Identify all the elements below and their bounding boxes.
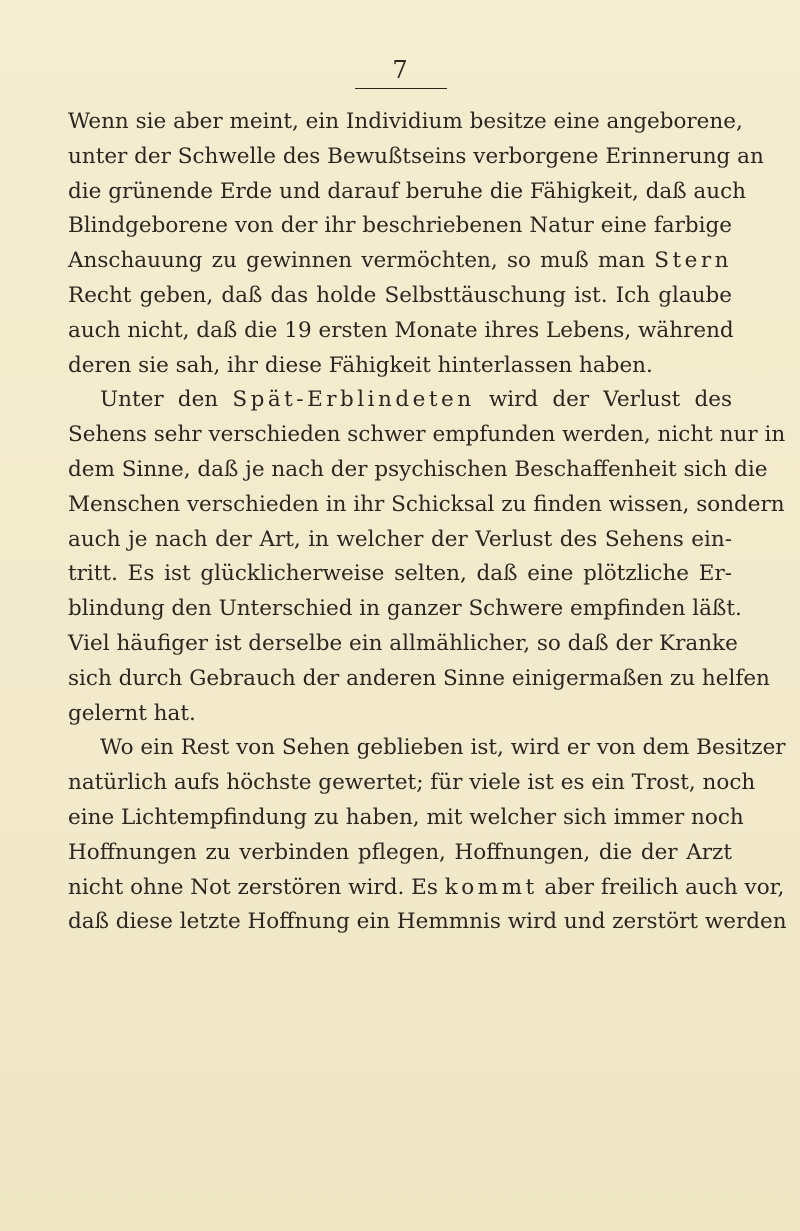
text-line: tritt. Es ist glücklicherweise selten, daß eine plötzliche Er- — [68, 561, 732, 587]
text-line: Wenn sie aber meint, ein Individium besitze eine angeborene, — [68, 109, 743, 134]
text-line: auch nicht, daß die 19 ersten Monate ihres Lebens, während — [68, 317, 734, 343]
text-line: Menschen verschieden in ihr Schicksal zu finden wissen, sondern — [68, 491, 785, 517]
text-run: wird der Verlust des — [474, 387, 732, 413]
text-line: unter der Schwelle des Bewußtseins verborgene Erinnerung an — [68, 143, 764, 169]
text-line: gelernt hat. — [68, 700, 196, 726]
text-line: Viel häufiger ist derselbe ein allmählicher, so daß der Kranke — [68, 630, 738, 656]
text-line — [68, 383, 732, 418]
text-line: Blindgeborene von der ihr beschriebenen Natur eine farbige — [68, 213, 732, 239]
text-line: natürlich aufs höchste gewertet; für viele ist es ein Trost, noch — [68, 770, 756, 796]
text-line — [68, 244, 732, 279]
text-line: dem Sinne, daß je nach der psychischen Beschaffenheit sich die — [68, 456, 768, 482]
page-number-rule — [355, 88, 447, 89]
text-line: Wo ein Rest von Sehen geblieben ist, wird er von dem Besitzer — [100, 735, 786, 761]
text-line: Sehens sehr verschieden schwer empfunden werden, nicht nur in — [68, 422, 786, 448]
text-line: auch je nach der Art, in welcher der Verlust des Sehens ein- — [68, 526, 732, 552]
text-line: sich durch Gebrauch der anderen Sinne einigermaßen zu helfen — [68, 665, 770, 691]
spaced-emphasis: Stern — [654, 248, 732, 274]
text-line: eine Lichtempfindung zu haben, mit welcher sich immer noch — [68, 804, 744, 830]
text-run: aber freilich auch vor, — [537, 874, 785, 900]
text-line: blindung den Unterschied in ganzer Schwere empfinden läßt. — [68, 596, 742, 622]
text-line — [68, 871, 785, 906]
text-line: Recht geben, daß das holde Selbsttäuschung ist. Ich glaube — [68, 282, 732, 308]
body-text — [68, 105, 787, 940]
text-line: die grünende Erde und darauf beruhe die Fähigkeit, daß auch — [68, 178, 746, 204]
spaced-emphasis: kommt — [444, 874, 538, 900]
text-line: daß diese letzte Hoffnung ein Hemmnis wird und zerstört werden — [68, 909, 787, 935]
page-number: 7 — [392, 56, 408, 84]
text-run: Anschauung zu gewinnen vermöchten, so muß man — [68, 248, 655, 274]
text-line: Hoffnungen zu verbinden pflegen, Hoffnungen, die der Arzt — [68, 839, 732, 865]
spaced-emphasis: Spät-Erblindeten — [232, 387, 475, 413]
text-run: nicht ohne Not zerstören wird. Es — [68, 874, 445, 900]
text-run: Unter den — [100, 387, 233, 413]
text-line: deren sie sah, ihr diese Fähigkeit hinterlassen haben. — [68, 352, 653, 378]
